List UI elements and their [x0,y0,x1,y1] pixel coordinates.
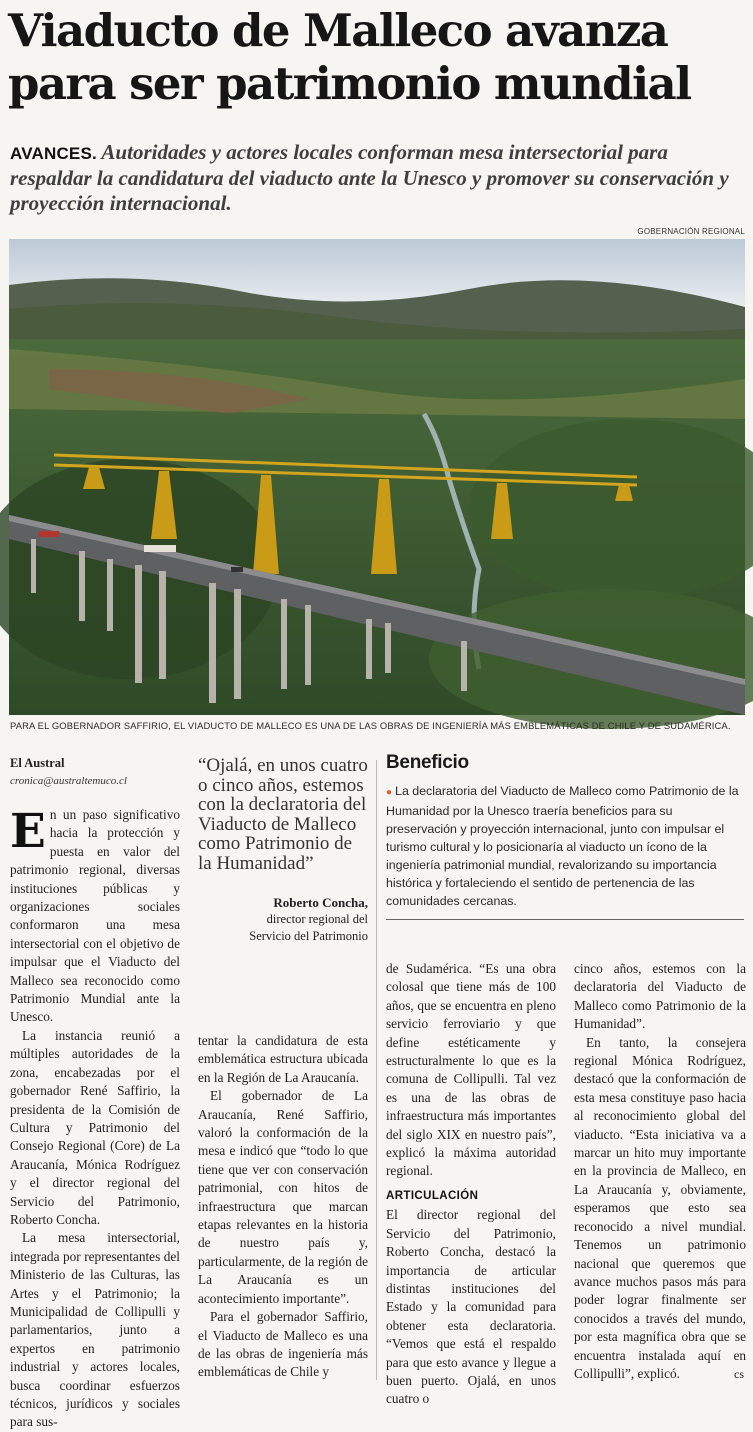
body-column-4 [574,960,746,1383]
sidebar-rule [386,919,744,920]
paragraph: La instancia reunió a múltiples autoridades de la zona, encabezadas por el gobernador René Saffirio, la presidenta de la Comisión de Cultura y Patrimonio del Consejo Regional (Core) de La Araucanía, Mónica Rodríguez y el director regional del Servicio del Patrimonio, Roberto Concha. [10,1027,180,1227]
paragraph [574,1034,746,1384]
end-mark: cs [734,1366,744,1381]
viaduct-illustration [9,239,745,715]
sidebar-body: La declaratoria del Viaducto de Malleco como Patrimonio de la Humanidad por la Unesco traería beneficios para su preservación y proyección internacional, junto con impulsar el turismo cultural y lo posicionaría al viaducto un ícono de la ingeniería patrimonial mundial, revalorizando su importancia histórica y fortaleciendo el sentido de pertenencia de las comunidades cercanas. [386,784,739,908]
paragraph: cinco años, estemos con la declaratoria del Viaducto de Malleco como Patrimonio de la Humanidad”. [574,961,746,1032]
paragraph: tentar la candidatura de esta emblemática estructura ubicada en la Región de La Araucanía. [198,1033,368,1085]
sidebar-text [386,782,746,910]
pull-quote: “Ojalá, en unos cuatro o cinco años, estemos con la declaratoria del Viaducto de Malleco como Patrimonio de la Humanidad” [198,755,368,874]
quote-author: Roberto Concha, [273,895,368,910]
headline: Viaducto de Malleco avanza para ser patrimonio mundial [8,4,691,110]
deck [10,140,740,216]
byline: El Austral [10,756,65,770]
quote-role-line-1: director regional del [266,912,368,926]
paragraph: Para el gobernador Saffirio, el Viaducto de Malleco es una de las obras de ingeniería más emblemáticas de Chile y [198,1309,368,1380]
paragraph: La mesa intersectorial, integrada por representantes del Ministerio de las Culturas, las Artes y el Patrimonio; la Municipalidad de Collipulli y parlamentarios, junto a expertos en patrimonio industrial y actores locales, busca coordinar esfuerzos técnicos, jurídicos y sociales para sus- [10,1230,180,1430]
body-column-2 [198,1032,368,1382]
sidebar-title: Beneficio [386,752,469,773]
paragraph-text: En tanto, la consejera regional Mónica Rodríguez, destacó que la conformación de esta mesa constituye paso hacia al reconocimiento global del viaducto. “Esta iniciativa va a marcar un hito muy importante en la provincia de Malleco, en La Araucanía y, obviamente, esperamos que esto sea reconocido a nivel mundial. Tenemos un patrimonio nacional que queremos que avance muchos pasos más para poder lograr finalmente ser conocidos a través del mundo, por esta magnífica obra que se encuentra instalada aquí en Collipulli”, explicó. [574,1034,746,1381]
photo-credit: GOBERNACIÓN REGIONAL [637,227,745,236]
paragraph: El gobernador de La Araucanía, René Saffirio, valoró la conformación de la mesa e indicó que “todo lo que tiene que ver con conservación patrimonial, con hitos de infraestructura que marcan etapas relevantes en la historia de nuestro país y, particularmente, de la región de La Araucanía es un acontecimiento importante”. [198,1088,368,1306]
bullet-icon: ● [386,787,393,798]
kicker: AVANCES. [10,144,97,163]
author-email[interactable]: cronica@australtemuco.cl [10,775,127,787]
subhead: ARTICULACIÓN [386,1189,479,1202]
body-column-1 [10,806,180,1432]
viaduct-photo [9,239,745,715]
drop-cap: E [10,804,46,859]
benefit-sidebar [386,752,746,910]
paragraph-text: n un paso significativo hacia la protección y puesta en valor del patrimonio regional, diversas instituciones públicas y organizaciones sociales conformaron una mesa intersectorial con el objetivo de impulsar que el Viaducto del Malleco sea reconocido como Patrimonio Mundial ante la Unesco. [10,807,180,1025]
quote-role-line-2: Servicio del Patrimonio [249,929,368,943]
body-column-3 [386,960,556,1409]
deck-text: Autoridades y actores locales conforman mesa intersectorial para respaldar la candidatura del viaducto ante la Unesco y promover su conservación y proyección internacional. [10,140,729,215]
photo-caption: PARA EL GOBERNADOR SAFFIRIO, EL VIADUCTO DE MALLECO ES UNA DE LAS OBRAS DE INGENIERÍA MÁS EMBLEMÁTICAS DE CHILE Y DE SUDAMÉRICA. [10,720,731,731]
paragraph: de Sudamérica. “Es una obra colosal que tiene más de 100 años, que se encuentra en pleno servicio ferroviario y que define estéticamente y estructuralmente lo que es la comuna de Collipulli. Tal vez es una de las obras de infraestructura más importantes del siglo XIX en nuestro país”, explicó la máxima autoridad regional. [386,961,556,1179]
column-divider [376,760,377,1380]
paragraph [10,806,180,1027]
quote-role [198,911,368,945]
paragraph: El director regional del Servicio del Patrimonio, Roberto Concha, destacó la importancia de articular distintas instituciones del Estado y la comunidad para obtener esta declaratoria. “Vemos que está el respaldo para que esto avance y llegue a buen puerto. Ojalá, en unos cuatro o [386,1207,556,1407]
